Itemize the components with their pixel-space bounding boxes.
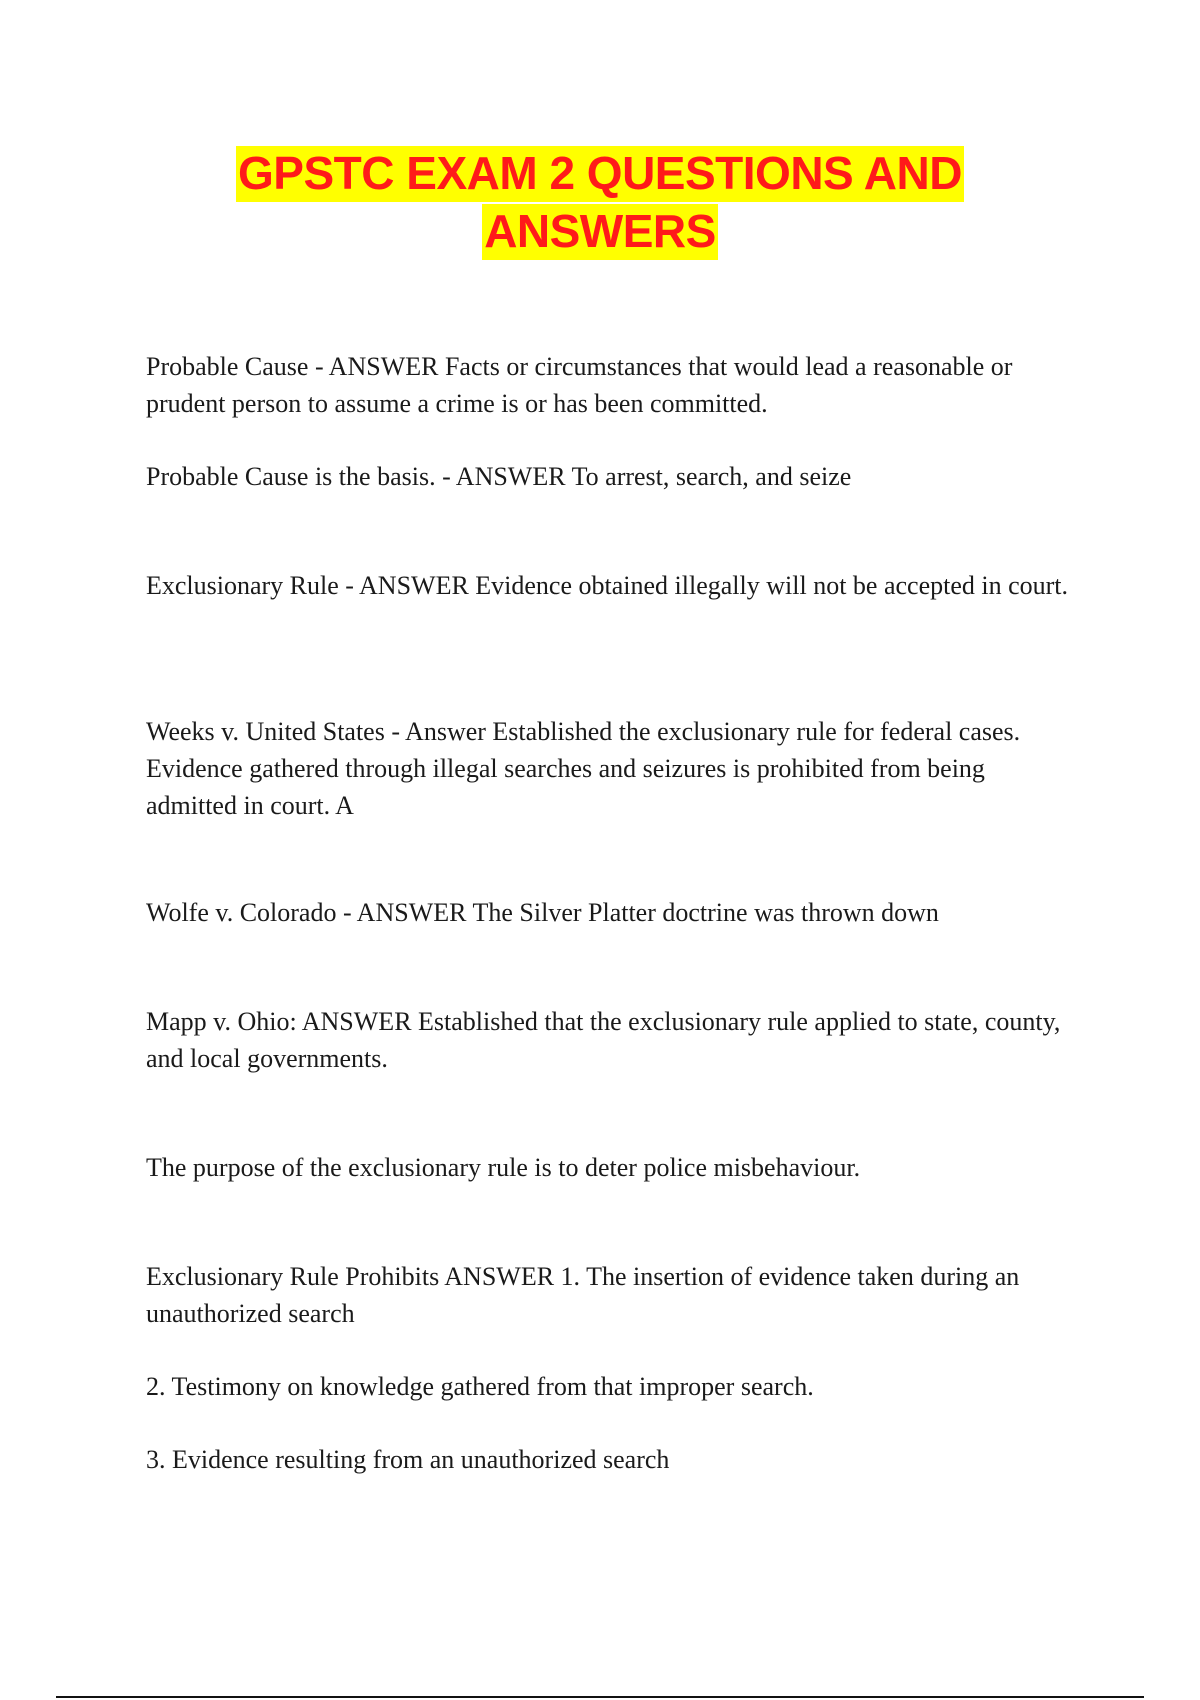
entry-purpose-exclusionary-rule: The purpose of the exclusionary rule is to deter police misbehaviour.	[146, 1153, 861, 1182]
title-line-1: GPSTC EXAM 2 QUESTIONS AND	[236, 146, 964, 202]
entry-mapp-v-ohio: Mapp v. Ohio: ANSWER Established that the exclusionary rule applied to state, county, and local governments.	[146, 1007, 1061, 1073]
entry-probable-cause-basis: Probable Cause is the basis. - ANSWER To arrest, search, and seize	[146, 462, 852, 491]
title-line-2: ANSWERS	[482, 204, 718, 260]
entry-prohibits-item-2: 2. Testimony on knowledge gathered from that improper search.	[146, 1372, 814, 1401]
entry-exclusionary-rule: Exclusionary Rule - ANSWER Evidence obtained illegally will not be accepted in court.	[146, 571, 1069, 600]
footer-divider	[56, 1696, 1144, 1698]
document-title	[0, 146, 1200, 260]
entry-probable-cause: Probable Cause - ANSWER Facts or circumstances that would lead a reasonable or prudent person to assume a crime is or has been committed.	[146, 352, 1013, 418]
entry-wolfe-v-colorado: Wolfe v. Colorado - ANSWER The Silver Platter doctrine was thrown down	[146, 898, 939, 927]
entry-prohibits-item-3: 3. Evidence resulting from an unauthorized search	[146, 1445, 670, 1474]
entry-weeks-v-united-states: Weeks v. United States - Answer Established the exclusionary rule for federal cases. Evidence gathered through illegal searches and seizures is prohibited from being admitted in court. A	[146, 717, 1021, 820]
entry-exclusionary-rule-prohibits: Exclusionary Rule Prohibits ANSWER 1. The insertion of evidence taken during an unauthorized search	[146, 1262, 1020, 1328]
